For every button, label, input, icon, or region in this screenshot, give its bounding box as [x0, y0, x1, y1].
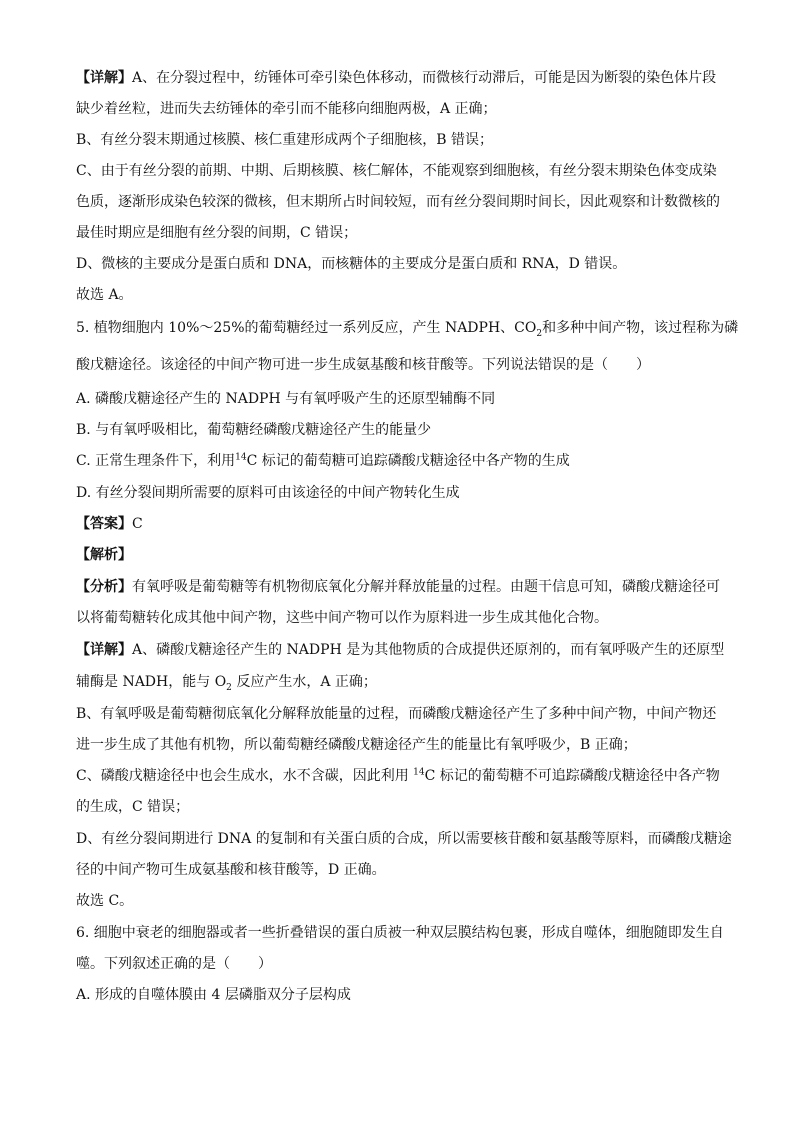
- text-line-9: [76, 319, 739, 339]
- text-span: 酸戊糖途径。该途径的中间产物可进一步生成氨基酸和核苷酸等。下列说法错误的是（ ）: [76, 357, 650, 373]
- text-line-4: [76, 162, 726, 180]
- text-line-26: [76, 861, 726, 879]
- text-line-10: [76, 356, 726, 374]
- text-line-13: [76, 452, 726, 470]
- text-span: B. 与有氧呼吸相比，葡萄糖经磷酸戊糖途径产生的能量少: [76, 422, 432, 438]
- text-line-22: [76, 736, 726, 754]
- text-line-11: [76, 390, 726, 408]
- text-line-23: [76, 767, 726, 785]
- text-span: 径的中间产物可生成氨基酸和核苷酸等，D 正确。: [76, 862, 386, 878]
- text-span: C、磷酸戊糖途径中也会生成水，水不含碳，因此利用: [76, 768, 414, 784]
- text-span: A、在分裂过程中，纺锤体可牵引染色体移动，而微核行动滞后，可能是因为断裂的染色体片段: [132, 70, 717, 86]
- text-span: 最佳时期应是细胞有丝分裂的间期，C 错误；: [76, 225, 358, 241]
- text-line-15: [76, 515, 726, 533]
- text-span: 和多种中间产物，该过程称为磷: [542, 320, 739, 336]
- text-span: 6. 细胞中衰老的细胞器或者一些折叠错误的蛋白质被一种双层膜结构包裹，形成自噬体，细胞随即发生自: [76, 925, 724, 941]
- text-line-29: [76, 955, 726, 973]
- subscript: 2: [536, 328, 543, 339]
- text-line-3: [76, 131, 726, 149]
- text-line-18: [76, 609, 726, 627]
- text-span: D. 有丝分裂间期所需要的原料可由该途径的中间产物转化生成: [76, 485, 460, 501]
- text-line-30: [76, 986, 726, 1004]
- text-line-1: [76, 69, 726, 87]
- text-line-6: [76, 224, 726, 242]
- text-span: 有氧呼吸是葡萄糖等有机物彻底氧化分解并释放能量的过程。由题干信息可知，磷酸戊糖途径可: [132, 579, 720, 595]
- text-line-14: [76, 484, 726, 502]
- text-span: D、微核的主要成分是蛋白质和 DNA，而核糖体的主要成分是蛋白质和 RNA，D 错误。: [76, 256, 627, 272]
- text-line-2: [76, 100, 726, 118]
- section-label: 【答案】: [76, 516, 132, 532]
- section-label: 【解析】: [76, 547, 132, 563]
- text-line-21: [76, 705, 726, 723]
- text-span: 以将葡萄糖转化成其他中间产物，这些中间产物可以作为原料进一步生成其他化合物。: [76, 610, 608, 626]
- text-line-8: [76, 286, 726, 304]
- text-line-12: [76, 421, 726, 439]
- text-line-7: [76, 255, 726, 273]
- text-span: A. 磷酸戊糖途径产生的 NADPH 与有氧呼吸产生的还原型辅酶不同: [76, 391, 496, 407]
- text-span: A、磷酸戊糖途径产生的 NADPH 是为其他物质的合成提供还原剂的，而有氧呼吸产生的还原型: [132, 642, 725, 658]
- text-span: 进一步生成了其他有机物，所以葡萄糖经磷酸戊糖途径产生的能量比有氧呼吸少，B 正确；: [76, 737, 637, 753]
- superscript: 14: [235, 452, 247, 463]
- text-line-19: [76, 641, 726, 659]
- text-line-27: [76, 892, 726, 910]
- text-span: C 标记的葡萄糖可追踪磷酸戊糖途径中各产物的生成: [246, 453, 570, 469]
- text-span: 故选 C。: [76, 893, 134, 909]
- text-span: 缺少着丝粒，进而失去纺锤体的牵引而不能移向细胞两极，A 正确；: [76, 101, 497, 117]
- superscript: 14: [413, 767, 425, 778]
- text-line-5: [76, 193, 726, 211]
- text-span: 反应产生水，A 正确；: [231, 674, 377, 690]
- text-line-24: [76, 798, 726, 816]
- text-line-28: [76, 924, 726, 942]
- text-span: 5. 植物细胞内 10%～25%的葡萄糖经过一系列反应，产生 NADPH、CO: [76, 320, 537, 336]
- text-span: D、有丝分裂间期进行 DNA 的复制和有关蛋白质的合成，所以需要核苷酸和氨基酸等原料，而磷酸戊糖途: [76, 831, 732, 847]
- text-span: 的生成，C 错误；: [76, 799, 190, 815]
- text-span: 故选 A。: [76, 287, 133, 303]
- text-span: 噬。下列叙述正确的是（ ）: [76, 956, 272, 972]
- text-span: B、有氧呼吸是葡萄糖彻底氧化分解释放能量的过程，而磷酸戊糖途径产生了多种中间产物，中间产物还: [76, 706, 717, 722]
- text-span: 辅酶是 NADH，能与 O: [76, 674, 227, 690]
- text-span: C、由于有丝分裂的前期、中期、后期核膜、核仁解体，不能观察到细胞核，有丝分裂末期染色体变成染: [76, 163, 717, 179]
- text-span: A. 形成的自噬体膜由 4 层磷脂双分子层构成: [76, 987, 351, 1003]
- text-line-25: [76, 830, 732, 848]
- text-line-20: [76, 673, 726, 691]
- section-label: 【详解】: [76, 642, 132, 658]
- text-line-17: [76, 578, 726, 596]
- section-label: 【分析】: [76, 579, 132, 595]
- text-line-16: [76, 546, 726, 564]
- subscript: 2: [226, 682, 232, 693]
- text-span: 色质，逐渐形成染色较深的微核，但末期所占时间较短，而有丝分裂间期时间长，因此观察和计数微核的: [76, 194, 720, 210]
- text-span: B、有丝分裂末期通过核膜、核仁重建形成两个子细胞核，B 错误；: [76, 132, 494, 148]
- text-span: C: [132, 516, 143, 532]
- text-span: C 标记的葡萄糖不可追踪磷酸戊糖途径中各产物: [424, 768, 720, 784]
- text-span: C. 正常生理条件下，利用: [76, 453, 236, 469]
- section-label: 【详解】: [76, 70, 132, 86]
